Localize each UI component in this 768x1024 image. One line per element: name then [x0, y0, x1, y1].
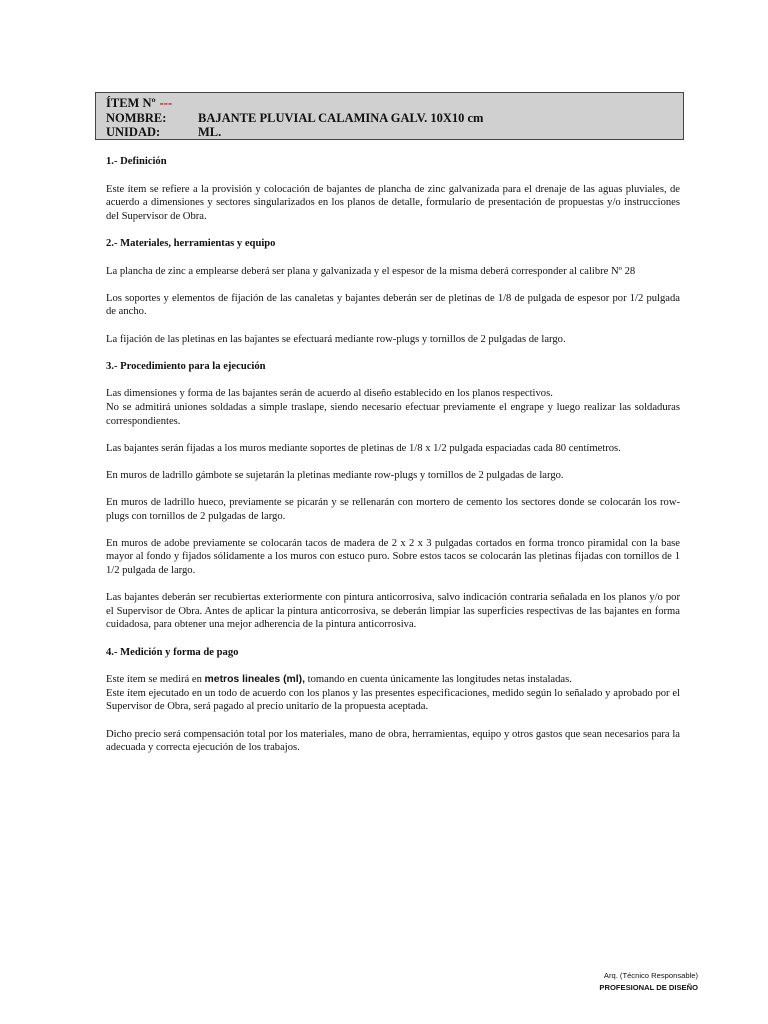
section-title-medicion: 4.- Medición y forma de pago — [106, 646, 239, 658]
item-header-box — [95, 92, 684, 140]
paragraph: La fijación de las pletinas en las bajantes se efectuará mediante row-plugs y tornillos de 2 pulgadas de largo. — [106, 333, 566, 345]
paragraph: Este ítem ejecutado en un todo de acuerdo con los planos y las presentes especificaciones, medido según lo señalado y aprobado por el Supervisor de Obra, será pagado al precio unitario de la propuesta aceptada. — [106, 687, 680, 713]
paragraph: Los soportes y elementos de fijación de las canaletas y bajantes deberán ser de pletinas de 1/8 de pulgada de espesor por 1/2 pulgada de ancho. — [106, 292, 680, 318]
measure-text-pre: Este ítem se medirá en — [106, 674, 205, 686]
measure-text-post: tomando en cuenta únicamente las longitudes netas instaladas. — [305, 674, 572, 686]
item-name-value: BAJANTE PLUVIAL CALAMINA GALV. 10X10 cm — [198, 110, 484, 125]
item-number-label: ÍTEM Nº — [106, 96, 156, 110]
paragraph: Este ítem se refiere a la provisión y colocación de bajantes de plancha de zinc galvanizada para el drenaje de las aguas pluviales, de acuerdo a dimensiones y sectores singularizados en los planos de detalle, formulario de presentación de propuestas y/o instrucciones del Supervisor de Obra. — [106, 183, 680, 222]
paragraph: No se admitirá uniones soldadas a simple traslape, siendo necesario efectuar previamente el engrape y luego realizar las soldaduras correspondientes. — [106, 401, 680, 427]
item-unit-label: UNIDAD: — [106, 125, 161, 139]
signer-role: PROFESIONAL DE DISEÑO — [599, 983, 698, 992]
paragraph — [106, 673, 680, 687]
paragraph: La plancha de zinc a emplearse deberá ser plana y galvanizada y el espesor de la misma deberá corresponder al calibre Nº 28 — [106, 265, 636, 277]
item-unit-row — [106, 125, 673, 140]
document-body — [106, 155, 680, 768]
measure-unit-emphasis: metros lineales (ml), — [204, 674, 306, 686]
paragraph: En muros de ladrillo gámbote se sujetarán la pletinas mediante row-plugs y tornillos de 2 pulgadas de largo. — [106, 469, 564, 481]
item-unit-value: ML. — [198, 125, 222, 139]
paragraph: Las bajantes deberán ser recubiertas exteriormente con pintura anticorrosiva, salvo indicación contraria señalada en los planos y/o por el Supervisor de Obra. Antes de aplicar la pintura anticorrosiva, se deberán limpiar las superficies respectivas de las bajantes en forma cuidadosa, para obtener una mejor adherencia de la pintura anticorrosiva. — [106, 592, 680, 631]
paragraph: Las dimensiones y forma de las bajantes serán de acuerdo al diseño establecido en los planos respectivos. — [106, 388, 553, 400]
signature-block — [599, 970, 698, 994]
paragraph: Dicho precio será compensación total por los materiales, mano de obra, herramientas, equipo y otros gastos que sean necesarios para la adecuada y correcta ejecución de los trabajos. — [106, 728, 680, 754]
item-number-row — [106, 96, 673, 111]
paragraph: En muros de adobe previamente se colocarán tacos de madera de 2 x 2 x 3 pulgadas cortados en forma tronco piramidal con la base mayor al fondo y fijados sólidamente a los muros con estuco puro. Sobre estos tacos se colocarán las pletinas fijadas con tornillos de 1 1/2 pulgada de largo. — [106, 537, 680, 577]
section-title-materiales: 2.- Materiales, herramientas y equipo — [106, 237, 276, 249]
paragraph: En muros de ladrillo hueco, previamente se picarán y se rellenarán con mortero de cemento los sectores donde se colocarán los row-plugs con tornillos de 2 pulgadas de largo. — [106, 497, 680, 522]
item-name-row — [106, 111, 673, 126]
item-name-label: NOMBRE: — [106, 110, 167, 125]
section-title-definicion: 1.- Definición — [106, 156, 167, 167]
item-number-value: --- — [159, 96, 173, 110]
signer-name: Arq. (Técnico Responsable) — [603, 971, 698, 980]
paragraph: Las bajantes serán fijadas a los muros mediante soportes de pletinas de 1/8 x 1/2 pulgada espaciadas cada 80 centímetros. — [106, 442, 621, 454]
section-title-procedimiento: 3.- Procedimiento para la ejecución — [106, 360, 266, 372]
